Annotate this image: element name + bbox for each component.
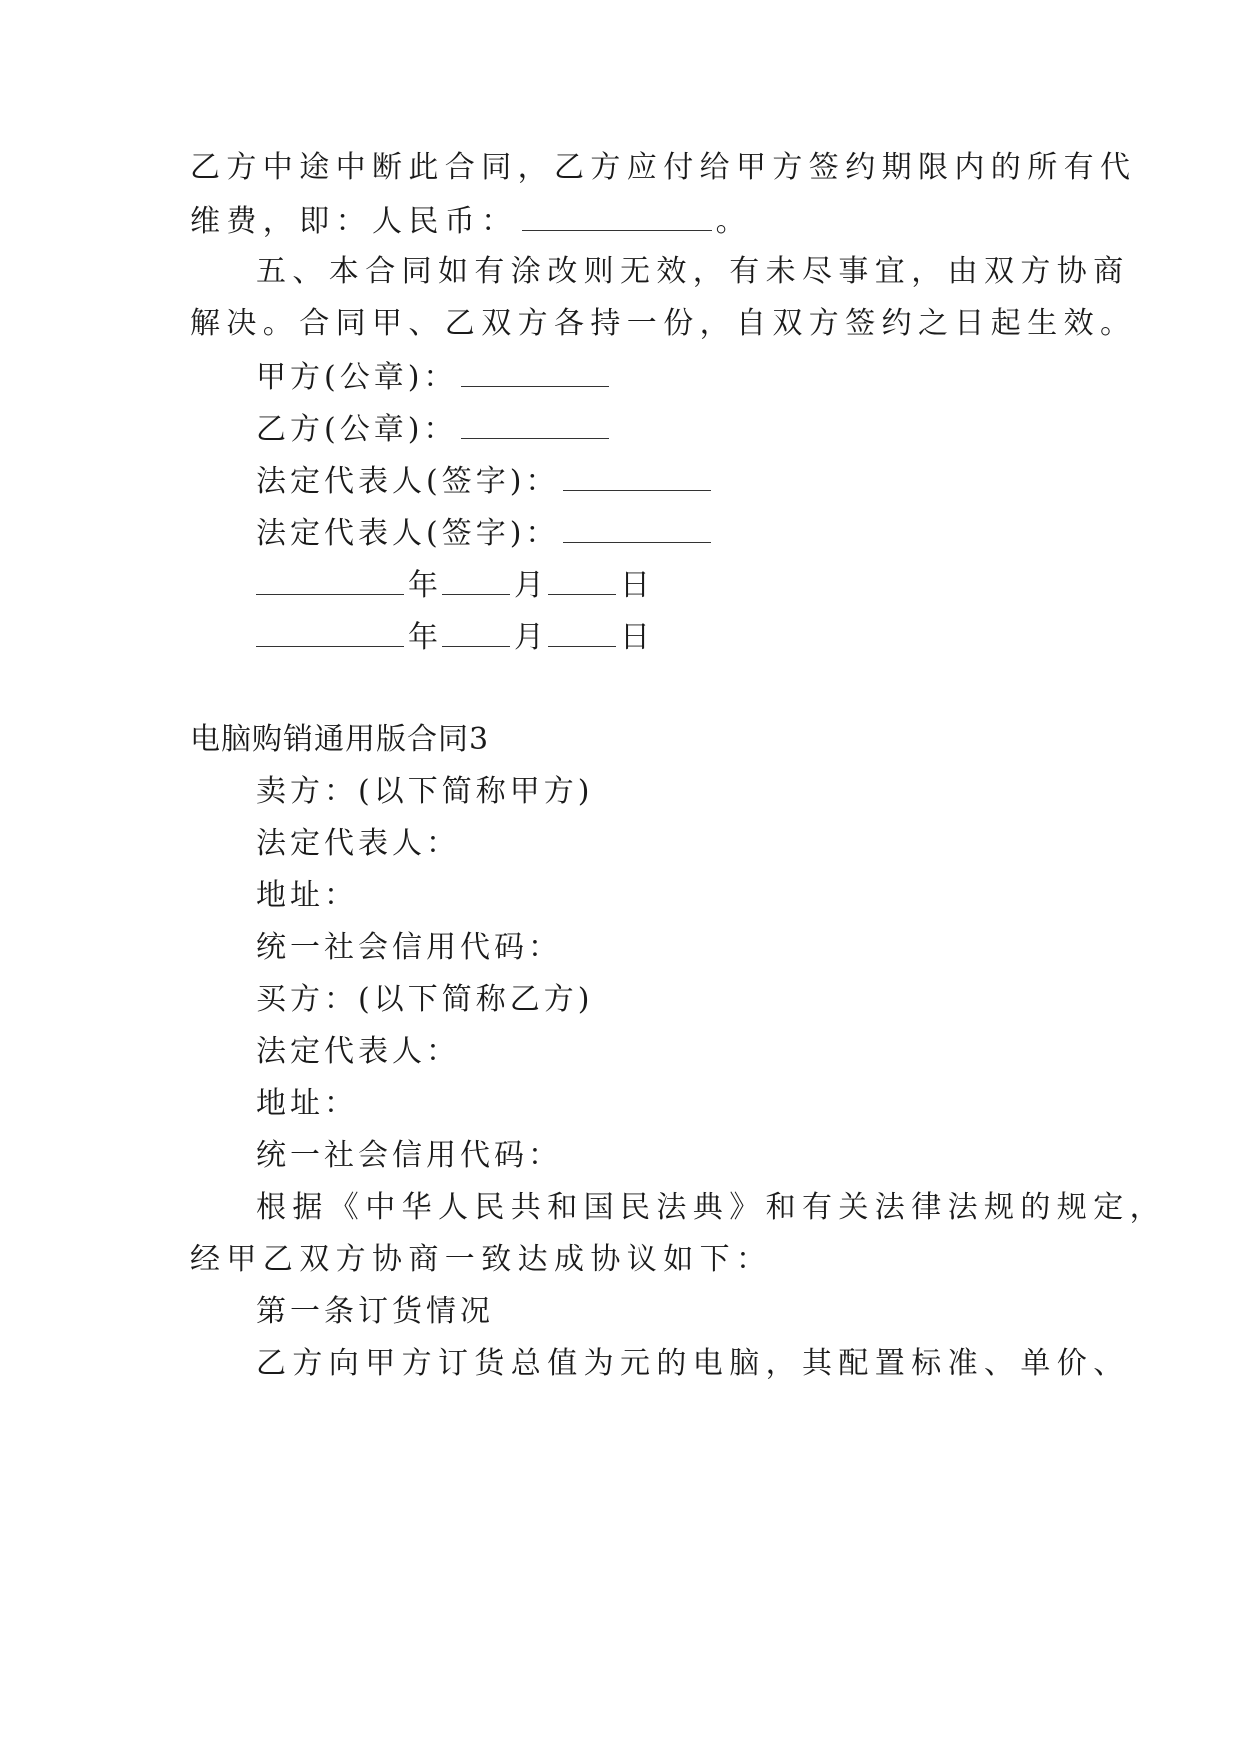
day-blank — [548, 564, 616, 595]
date-line-1 — [256, 564, 650, 604]
basis-line-2: 经甲乙双方协商一致达成协议如下： — [190, 1242, 773, 1277]
party-b-seal-label: 乙方(公章)： — [256, 412, 458, 447]
day-label: 日 — [620, 568, 650, 603]
paragraph-line-fee — [190, 200, 752, 240]
contract-title: 电脑购销通用版合同3 — [190, 722, 490, 757]
buyer-rep-line: 法定代表人： — [256, 1034, 460, 1069]
paragraph-line: 解决。合同甲、乙双方各持一份，自双方签约之日起生效。 — [190, 306, 1137, 341]
month-blank — [442, 616, 510, 647]
fee-amount-blank — [522, 200, 712, 231]
month-blank — [442, 564, 510, 595]
party-a-seal-blank — [461, 356, 609, 387]
fee-period: 。 — [715, 204, 753, 239]
year-label: 年 — [408, 620, 438, 655]
legal-rep-sign-line-1 — [256, 460, 715, 500]
seller-rep-line: 法定代表人： — [256, 826, 460, 861]
paragraph-line: 乙方中途中断此合同，乙方应付给甲方签约期限内的所有代 — [190, 150, 1137, 185]
seller-line: 卖方：(以下简称甲方) — [256, 774, 594, 809]
day-label: 日 — [620, 620, 650, 655]
year-blank — [256, 564, 404, 595]
legal-rep-sign-blank-1 — [563, 460, 711, 491]
article1-line-1: 乙方向甲方订货总值为元的电脑，其配置标准、单价、 — [256, 1346, 1130, 1381]
fee-label: 维费，即：人民币： — [190, 204, 518, 239]
party-a-seal-label: 甲方(公章)： — [256, 360, 458, 395]
party-b-seal-blank — [461, 408, 609, 439]
party-b-seal-line — [256, 408, 613, 448]
month-label: 月 — [514, 568, 544, 603]
buyer-credit-code-line: 统一社会信用代码： — [256, 1138, 562, 1173]
seller-address-line: 地址： — [256, 878, 358, 913]
basis-line-1: 根据《中华人民共和国民法典》和有关法律法规的规定， — [256, 1190, 1166, 1225]
paragraph-line: 五、本合同如有涂改则无效，有未尽事宜，由双方协商 — [256, 254, 1130, 289]
month-label: 月 — [514, 620, 544, 655]
legal-rep-sign-line-2 — [256, 512, 715, 552]
article1-title: 第一条订货情况 — [256, 1294, 494, 1329]
buyer-address-line: 地址： — [256, 1086, 358, 1121]
legal-rep-sign-blank-2 — [563, 512, 711, 543]
buyer-line: 买方：(以下简称乙方) — [256, 982, 594, 1017]
date-line-2 — [256, 616, 650, 656]
year-blank — [256, 616, 404, 647]
day-blank — [548, 616, 616, 647]
legal-rep-sign-label-1: 法定代表人(签字)： — [256, 464, 560, 499]
party-a-seal-line — [256, 356, 613, 396]
year-label: 年 — [408, 568, 438, 603]
seller-credit-code-line: 统一社会信用代码： — [256, 930, 562, 965]
legal-rep-sign-label-2: 法定代表人(签字)： — [256, 516, 560, 551]
